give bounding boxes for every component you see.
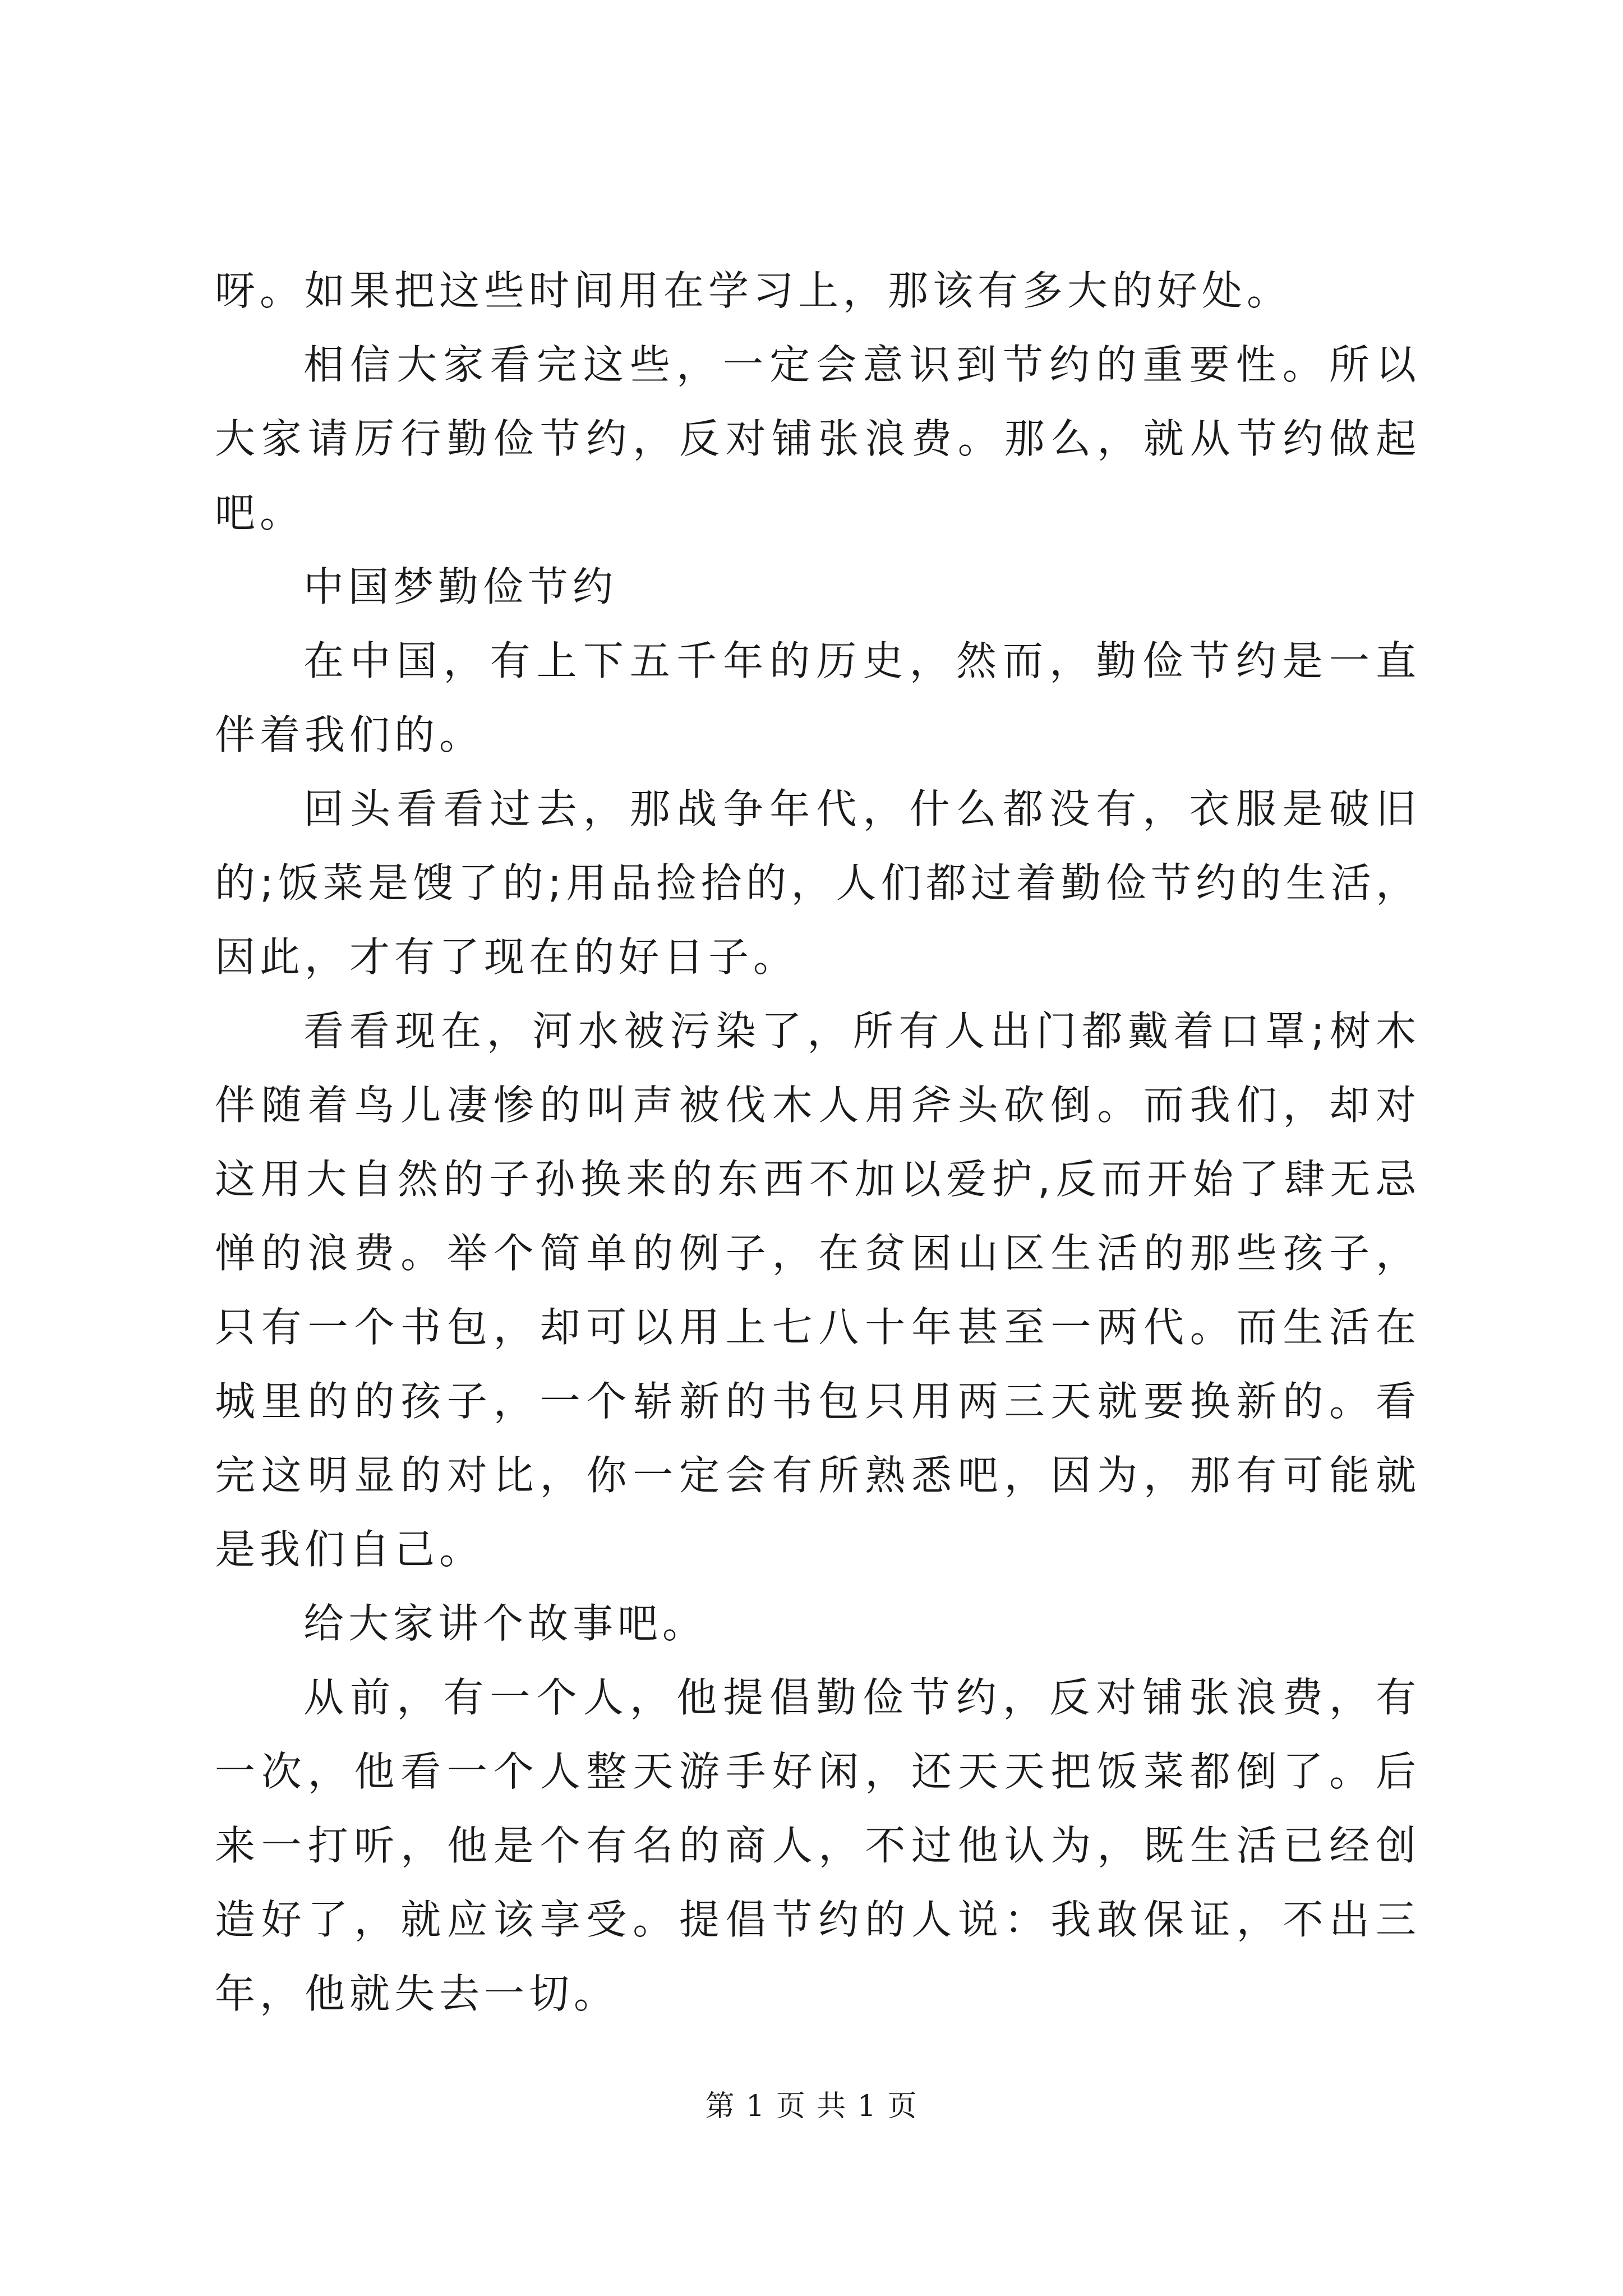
paragraph: 看看现在，河水被污染了，所有人出门都戴着口罩;树木伴随着鸟儿凄惨的叫声被伐木人用斧头砍倒。而我们，却对这用大自然的子孙换来的东西不加以爱护,反而开始了肆无忌惮的浪费。举个简单的例子，在贫困山区生活的那些孩子，只有一个书包，却可以用上七八十年甚至一两代。而生活在城里的的孩子，一个崭新的书包只用两三天就要换新的。看完这明显的对比，你一定会有所熟悉吧，因为，那有可能就是我们自己。 <box>215 1007 1421 1573</box>
paragraph: 给大家讲个故事吧。 <box>303 1600 708 1647</box>
paragraph: 从前，有一个人，他提倡勤俭节约，反对铺张浪费，有一次，他看一个人整天游手好闲，还天天把饭菜都倒了。后来一打听，他是个有名的商人，不过他认为，既生活已经创造好了，就应该享受。提倡节约的人说：我敢保证，不出三年，他就失去一切。 <box>215 1674 1421 2017</box>
paragraph: 回头看看过去，那战争年代，什么都没有，衣服是破旧的;饭菜是馊了的;用品捡拾的，人们都过着勤俭节约的生活，因此，才有了现在的好日子。 <box>215 785 1421 981</box>
document-body <box>215 254 1421 2031</box>
paragraph: 相信大家看完这些，一定会意识到节约的重要性。所以大家请厉行勤俭节约，反对铺张浪费。那么，就从节约做起吧。 <box>215 341 1421 536</box>
paragraph: 在中国，有上下五千年的历史，然而，勤俭节约是一直伴着我们的。 <box>215 637 1421 758</box>
section-heading: 中国梦勤俭节约 <box>303 563 618 610</box>
page-number-footer: 第 1 页 共 1 页 <box>705 2090 918 2123</box>
paragraph: 呀。如果把这些时间用在学习上，那该有多大的好处。 <box>215 267 1292 314</box>
